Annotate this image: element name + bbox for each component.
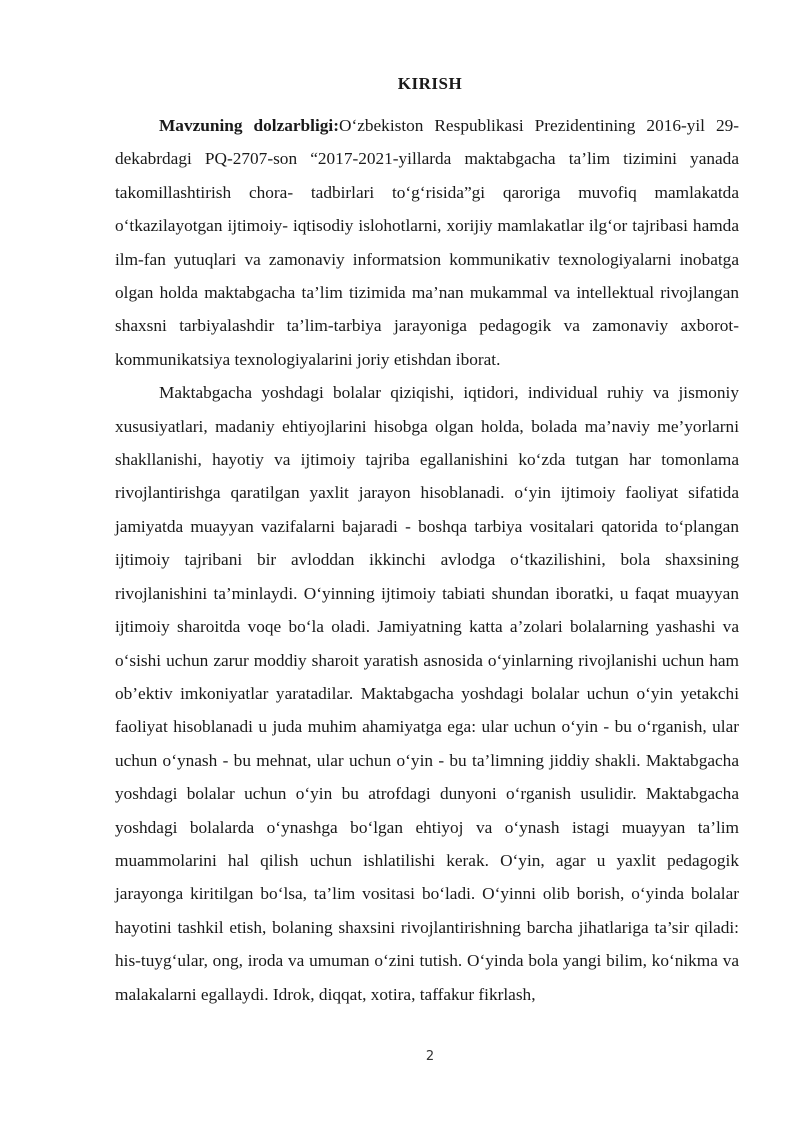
page-number: 2 (425, 1049, 435, 1064)
paragraph-preschool-play (115, 376, 739, 1011)
paragraph-text: O‘zbekiston Respublikasi Prezidentining 2016-yil 29- dekabrdagi PQ-2707-son “2017-2021-yillarda maktabgacha ta’lim tizimini yanada takomillashtirish chora- tadbirlari to‘g‘risida”gi qaroriga muvofiq mamlakatda o‘tkazilayotgan ijtimoiy- iqtisodiy islohotlarni, xorijiy mamlakatlar ilg‘or tajribasi hamda ilm-fan yutuqlari va zamonaviy informatsion kommunikativ texnologiyalarni inobatga olgan holda maktabgacha ta’lim tizimida ma’nan mukammal va intellektual rivojlangan shaxsni tarbiyalashdir ta’lim-tarbiya jarayoniga pedagogik va zamonaviy axborot- kommunikatsiya texnologiyalarini joriy etishdan iborat. (115, 116, 739, 369)
paragraph-text: Maktabgacha yoshdagi bolalar qiziqishi, iqtidori, individual ruhiy va jismoniy xususiyatlari, madaniy ehtiyojlarini hisobga olgan holda, bolada ma’naviy me’yorlarni shakllanishi, hayotiy va ijtimoiy tajriba egallanishini ko‘zda tutgan har tomonlama rivojlantirishga qaratilgan yaxlit jarayon hisoblanadi. o‘yin ijtimoiy faoliyat sifatida jamiyatda muayyan vazifalarni bajaradi - boshqa tarbiya vositalari qatorida to‘plangan ijtimoiy tajribani bir avloddan ikkinchi avlodga o‘tkazilishini, bola shaxsining rivojlanishini ta’minlaydi. O‘yinning ijtimoiy tabiati shundan iboratki, u faqat muayyan ijtimoiy sharoitda voqe bo‘la oladi. Jamiyatning katta a’zolari bolalarning yashashi va o‘sishi uchun zarur moddiy sharoit yaratish asnosida o‘yinlarning rivojlanishi uchun ham ob’ektiv imkoniyatlar yaratadilar. Maktabgacha yoshdagi bolalar uchun o‘yin yetakchi faoliyat hisoblanadi u juda muhim ahamiyatga ega: ular uchun o‘yin - bu o‘rganish, ular uchun o‘ynash - bu mehnat, ular uchun o‘yin - bu ta’limning jiddiy shakli. Maktabgacha yoshdagi bolalar uchun o‘yin bu atrofdagi dunyoni o‘rganish usulidir. Maktabgacha yoshdagi bolalarda o‘ynashga bo‘lgan ehtiyoj va o‘ynash istagi muayyan ta’lim muammolarini hal qilish uchun ishlatilishi kerak. O‘yin, agar u yaxlit pedagogik jarayonga kiritilgan bo‘lsa, ta’lim vositasi bo‘ladi. O‘yinni olib borish, o‘yinda bolalar hayotini tashkil etish, bolaning shaxsini rivojlantirishning barcha jihatlariga ta’sir qiladi: his-tuyg‘ular, ong, iroda va umuman o‘zini tutish. O‘yinda bola yangi bilim, ko‘nikma va malakalarni egallaydi. Idrok, diqqat, xotira, taffakur fikrlash, (115, 383, 739, 1004)
page-title: KIRISH (397, 74, 463, 93)
paragraph-relevance (115, 109, 739, 376)
paragraph-lead-heading: Mavzuning dolzarbligi: (159, 116, 339, 135)
body-text (115, 109, 739, 1011)
